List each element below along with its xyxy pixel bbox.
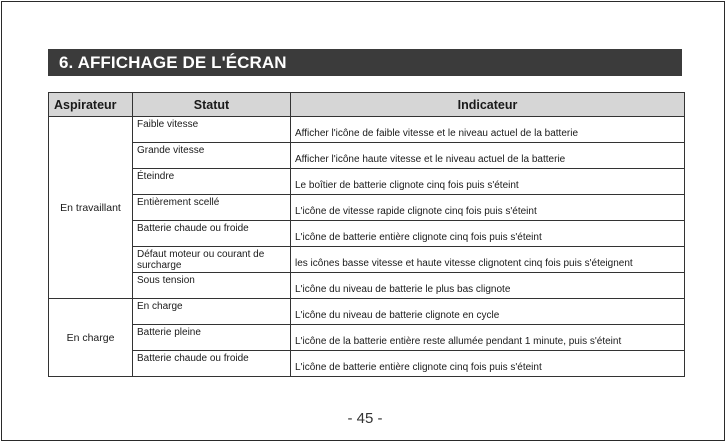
header-statut: Statut — [133, 93, 291, 117]
header-indicateur: Indicateur — [291, 93, 685, 117]
table-header-row — [49, 93, 685, 117]
statut-cell: Batterie chaude ou froide — [133, 221, 291, 247]
indicateur-cell: Le boîtier de batterie clignote cinq fois puis s'éteint — [291, 169, 685, 195]
indicateur-cell: L'icône du niveau de batterie clignote en cycle — [291, 299, 685, 325]
indicateur-cell: L'icône de batterie entière clignote cinq fois puis s'éteint — [291, 221, 685, 247]
statut-cell: Faible vitesse — [133, 117, 291, 143]
table-row — [49, 169, 685, 195]
table-row — [49, 143, 685, 169]
statut-cell: Défaut moteur ou courant de surcharge — [133, 247, 291, 273]
indicateur-cell: L'icône du niveau de batterie le plus bas clignote — [291, 273, 685, 299]
statut-cell: Sous tension — [133, 273, 291, 299]
manual-page — [1, 1, 725, 441]
indicateur-cell: les icônes basse vitesse et haute vitesse clignotent cinq fois puis s'éteignent — [291, 247, 685, 273]
table-row — [49, 273, 685, 299]
table-row — [49, 221, 685, 247]
indicateur-cell: L'icône de batterie entière clignote cinq fois puis s'éteint — [291, 351, 685, 377]
table-row — [49, 117, 685, 143]
section-title: 6. AFFICHAGE DE L'ÉCRAN — [48, 49, 682, 76]
indicateur-cell: Afficher l'icône haute vitesse et le niveau actuel de la batterie — [291, 143, 685, 169]
display-status-table — [48, 92, 685, 377]
group-label-charging: En charge — [49, 299, 133, 377]
indicateur-cell: L'icône de vitesse rapide clignote cinq fois puis s'éteint — [291, 195, 685, 221]
table-row — [49, 247, 685, 273]
statut-cell: En charge — [133, 299, 291, 325]
table-row — [49, 299, 685, 325]
statut-cell: Entièrement scellé — [133, 195, 291, 221]
table-row — [49, 195, 685, 221]
header-aspirateur: Aspirateur — [49, 93, 133, 117]
table-row — [49, 325, 685, 351]
table-row — [49, 351, 685, 377]
group-label-working: En travaillant — [49, 117, 133, 299]
indicateur-cell: Afficher l'icône de faible vitesse et le niveau actuel de la batterie — [291, 117, 685, 143]
statut-cell: Batterie pleine — [133, 325, 291, 351]
indicateur-cell: L'icône de la batterie entière reste allumée pendant 1 minute, puis s'éteint — [291, 325, 685, 351]
statut-cell: Éteindre — [133, 169, 291, 195]
statut-cell: Grande vitesse — [133, 143, 291, 169]
statut-cell: Batterie chaude ou froide — [133, 351, 291, 377]
page-number: - 45 - — [347, 410, 383, 427]
